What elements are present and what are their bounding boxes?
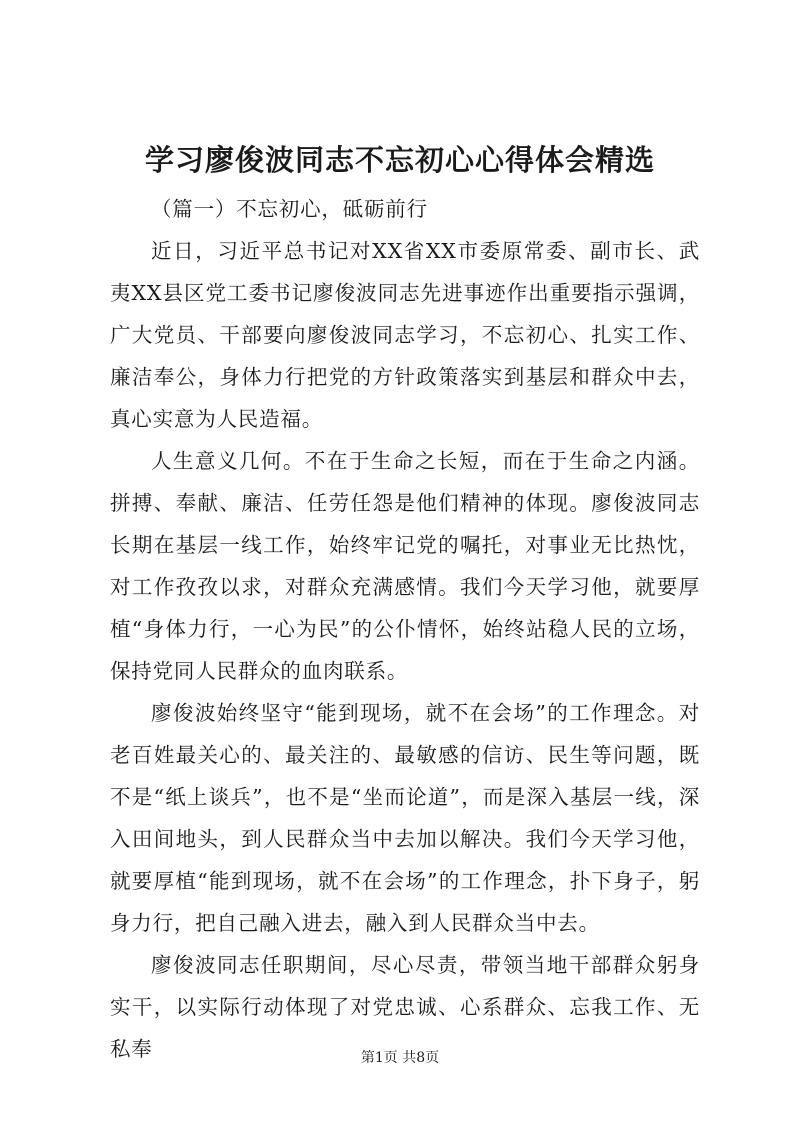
paragraph-3: 廖俊波始终坚守“能到现场，就不在会场”的工作理念。对老百姓最关心的、最关注的、最敏感的信访、民生等问题，既不是“纸上谈兵”，也不是“坐而论道”，而是深入基层一线，深入田间地头，到人民群众当中去加以解决。我们今天学习他，就要厚植“能到现场，就不在会场”的工作理念，扑下身子，躬身力行，把自己融入进去，融入到人民群众当中去。 xyxy=(110,701,700,935)
paragraph-2: 人生意义几何。不在于生命之长短，而在于生命之内涵。拼搏、奉献、廉洁、任劳任怨是他们精神的体现。廖俊波同志长期在基层一线工作，始终牢记党的嘱托，对事业无比热忱，对工作孜孜以求，对群众充满感情。我们今天学习他，就要厚植“身体力行，一心为民”的公仆情怀，始终站稳人民的立场，保持党同人民群众的血肉联系。 xyxy=(110,449,700,683)
paragraph-1: 近日，习近平总书记对XX省XX市委原常委、副市长、武夷XX县区党工委书记廖俊波同志先进事迹作出重要指示强调，广大党员、干部要向廖俊波同志学习，不忘初心、扎实工作、廉洁奉公，身体力行把党的方针政策落实到基层和群众中去，真心实意为人民造福。 xyxy=(110,239,700,431)
paragraph-4: 廖俊波同志任职期间，尽心尽责，带领当地干部群众躬身实干，以实际行动体现了对党忠诚、心系群众、忘我工作、无私奉 xyxy=(110,953,700,1061)
section-subtitle: （篇一）不忘初心，砥砺前行 xyxy=(151,197,428,221)
page-footer: 第1页 共8页 xyxy=(360,1050,440,1066)
document-title: 学习廖俊波同志不忘初心心得体会精选 xyxy=(144,143,655,177)
document-body xyxy=(110,188,700,1070)
